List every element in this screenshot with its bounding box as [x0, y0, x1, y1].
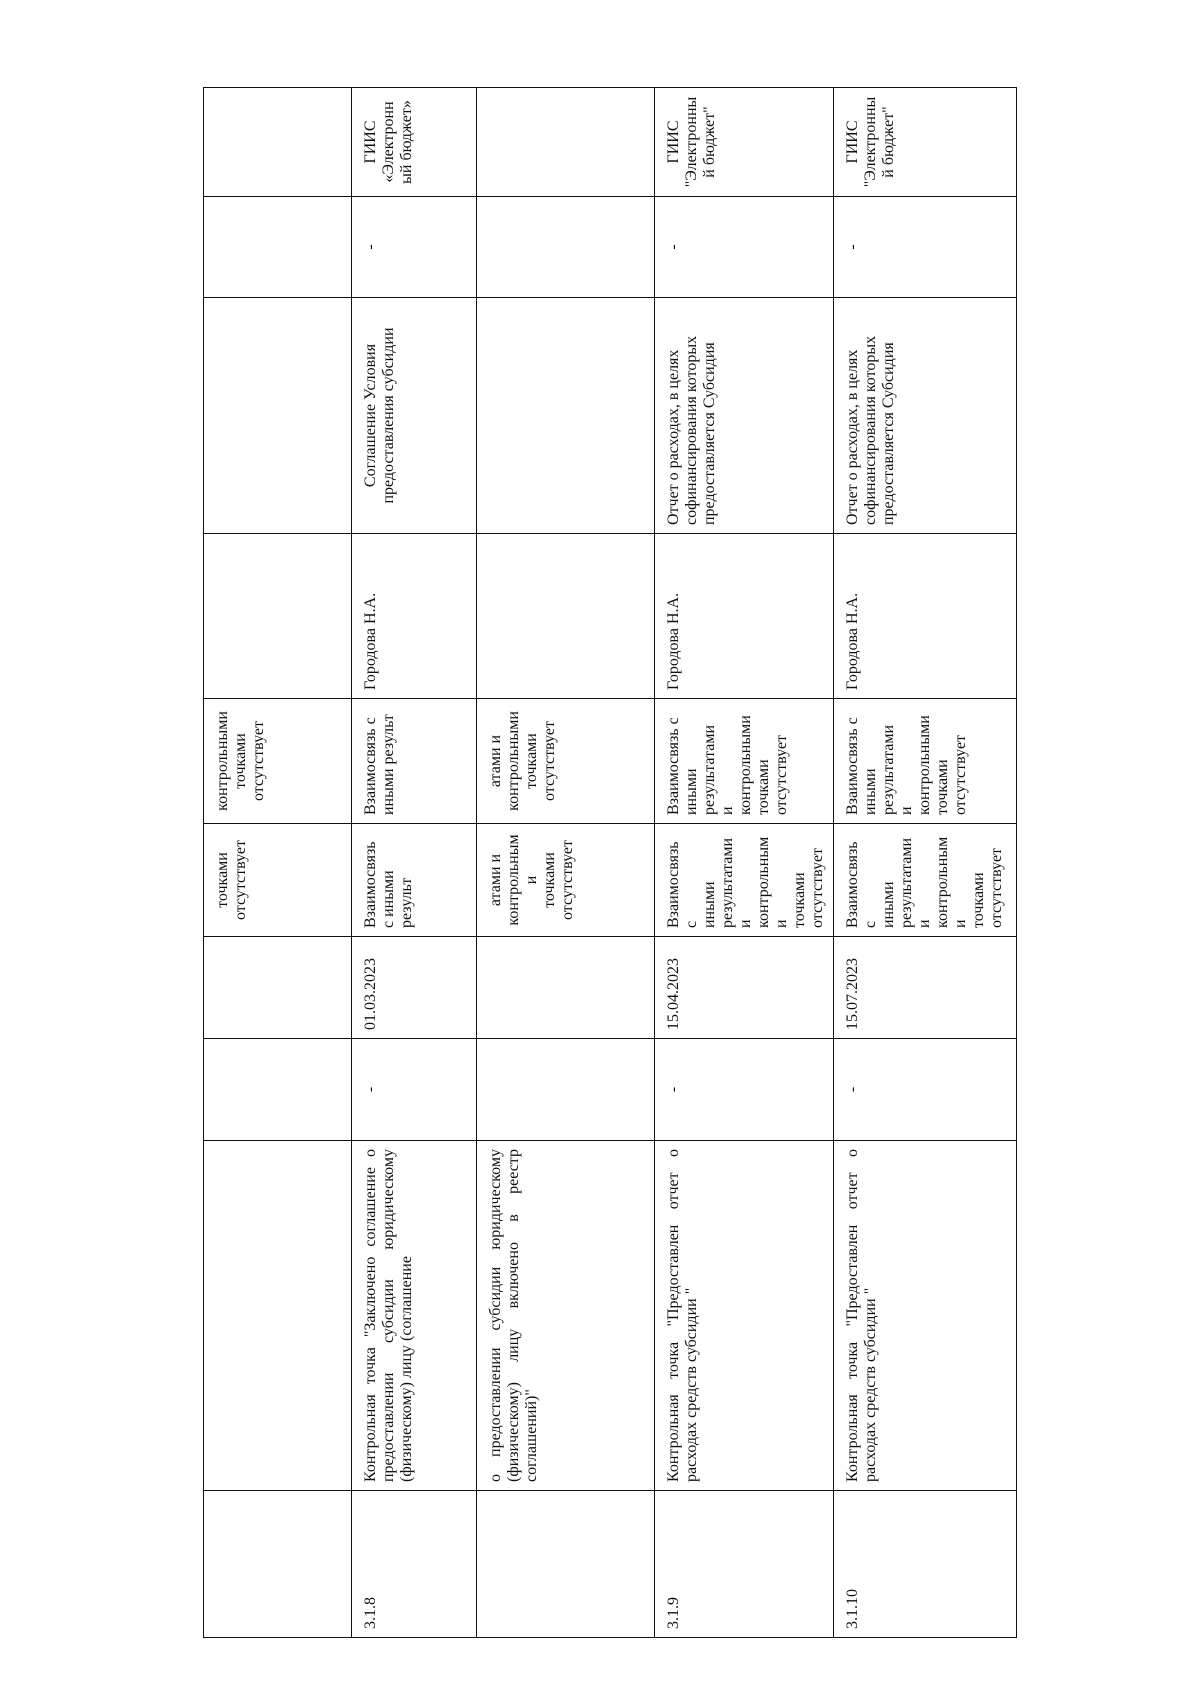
row-date: 01.03.2023 [352, 937, 477, 1039]
cell-system [204, 88, 352, 197]
row-responsible: Городова Н.А. [834, 534, 1017, 699]
cell-responsible [204, 534, 352, 699]
row-system: ГИИС "Электронный бюджет" [834, 88, 1017, 197]
row-link2 [655, 699, 834, 824]
row-link2-text: Взаимосвязь с иными результатами и контрольными точками отсутствует [844, 715, 969, 815]
row-number: 3.1.8 [352, 1491, 477, 1638]
table-row [834, 88, 1017, 1638]
row-document: Соглашение Условия предоставления субсидии [352, 298, 477, 534]
control-points-table [203, 87, 1017, 1638]
row-number [477, 1491, 655, 1638]
row-date [477, 937, 655, 1039]
row-link2 [477, 699, 655, 824]
row-name: Контрольная точка "Заключено соглашение о предоставлении субсидии юридическому (физическому) лицу (соглашение [352, 1141, 477, 1491]
table-row [352, 88, 477, 1638]
row-responsible [477, 534, 655, 699]
header-link1-text: точками отсутствует [214, 839, 249, 921]
row-link2-text: атами и контрольными точками отсутствует [487, 711, 558, 811]
table-row [655, 88, 834, 1638]
row-name: Контрольная точка "Предоставлен отчет о расходах средств субсидии " [834, 1141, 1017, 1491]
header-link2-text: контрольными точками отсутствует [214, 711, 267, 811]
row-date: 15.07.2023 [834, 937, 1017, 1039]
cell-name [204, 1141, 352, 1491]
row-link2-text: Взаимосвязь с иными результатами и контрольными точками отсутствует [665, 715, 790, 815]
row-document: Отчет о расходах, в целях софинансирования которых предоставляется Субсидия [834, 298, 1017, 534]
row-responsible: Городова Н.А. [655, 534, 834, 699]
cell-col3 [204, 1039, 352, 1141]
cell-col10 [204, 197, 352, 298]
row-date: 15.04.2023 [655, 937, 834, 1039]
row-col3: - [655, 1039, 834, 1141]
header-fragment-row [204, 88, 352, 1638]
rotated-table-container [203, 88, 1013, 1638]
row-link2: Взаимосвязь с иными результ [352, 699, 477, 824]
cell-number [204, 1491, 352, 1638]
cell-date [204, 937, 352, 1039]
row-col3 [477, 1039, 655, 1141]
row-link1-text: Взаимосвязь с иными результатами и контрольными точками отсутствует [844, 836, 1005, 928]
row-link1-text: Взаимосвязь с иными результатами и контрольными точками отсутствует [665, 836, 826, 928]
row-col3: - [352, 1039, 477, 1141]
cell-document [204, 298, 352, 534]
row-col10: - [655, 197, 834, 298]
row-number: 3.1.10 [834, 1491, 1017, 1638]
row-link1 [834, 824, 1017, 937]
row-col3: - [834, 1039, 1017, 1141]
row-system: ГИИС «Электронный бюджет» [352, 88, 477, 197]
cell-link1 [204, 824, 352, 937]
cell-link2 [204, 699, 352, 824]
row-system [477, 88, 655, 197]
row-document: Отчет о расходах, в целях софинансирования которых предоставляется Субсидия [655, 298, 834, 534]
row-number: 3.1.9 [655, 1491, 834, 1638]
row-system: ГИИС "Электронный бюджет" [655, 88, 834, 197]
row-link2 [834, 699, 1017, 824]
row-document [477, 298, 655, 534]
row-responsible: Городова Н.А. [352, 534, 477, 699]
row-link1 [655, 824, 834, 937]
row-col10: - [834, 197, 1017, 298]
row-col10: - [352, 197, 477, 298]
row-name: Контрольная точка "Предоставлен отчет о расходах средств субсидии " [655, 1141, 834, 1491]
row-col10 [477, 197, 655, 298]
table-row [477, 88, 655, 1638]
row-link1-text: атами и контрольными точками отсутствует [487, 834, 576, 926]
row-link1: Взаимосвязь с иными результ [352, 824, 477, 937]
row-name: о предоставлении субсидии юридическому (физическому) лицу включено в реестр соглашений)" [477, 1141, 655, 1491]
row-link1 [477, 824, 655, 937]
